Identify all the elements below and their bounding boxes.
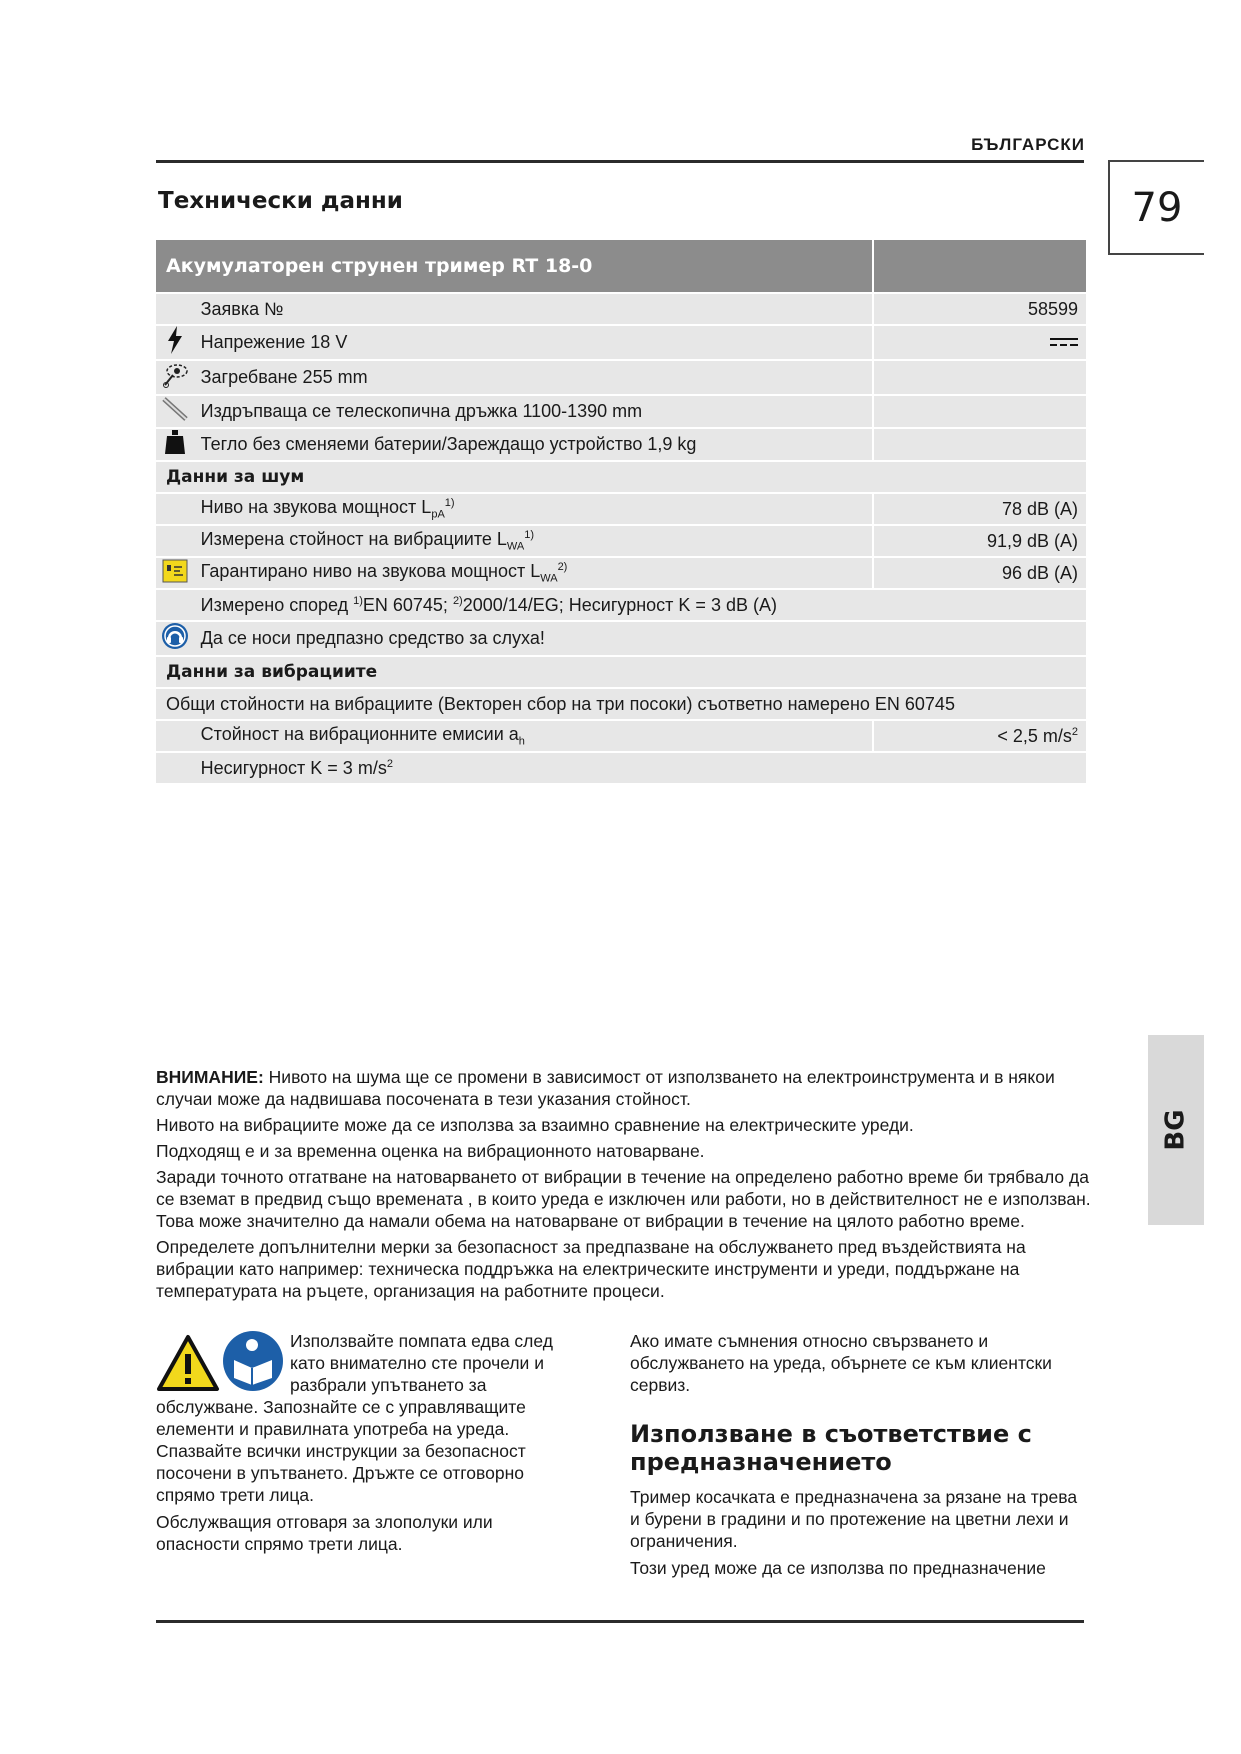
table-row (156, 622, 1086, 655)
hearing-protection-note: Да се носи предпазно средство за слуха! (195, 622, 1086, 655)
right-paragraph: Тример косачката е предназначена за рязане на трева и бурени в градини и по протежение на цветни лехи и ограничения. (630, 1487, 1078, 1551)
order-number-value: 58599 (874, 294, 1086, 324)
sound-power-value: 78 dB (A) (874, 494, 1086, 524)
guaranteed-noise-icon (162, 559, 188, 583)
notice-lead: ВНИМАНИЕ: (156, 1067, 264, 1087)
notice-paragraph: Подходящ е и за временна оценка на вибрационното натоварване. (156, 1141, 705, 1161)
measured-vibration-value: 91,9 dB (A) (874, 526, 1086, 556)
language-header: БЪЛГАРСКИ (971, 135, 1085, 154)
footer-rule (156, 1620, 1084, 1623)
table-row (156, 558, 1086, 588)
right-paragraph: Този уред може да се използва по предназначение (630, 1558, 1046, 1578)
weight-label: Тегло без сменяеми батерии/Зареждащо устройство 1,9 kg (195, 429, 875, 460)
right-column (630, 1330, 1080, 1584)
telescopic-handle-label: Издръпваща се телескопична дръжка 1100-1390 mm (195, 396, 875, 427)
intended-use-title: Използване в съответствие с предназначението (630, 1420, 1032, 1476)
section-title: Технически данни (158, 188, 403, 214)
uncertainty-label: Несигурност K = 3 $m/s^2$ (195, 753, 1086, 783)
right-paragraph: Ако имате съмнения относно свързването и обслужването на уреда, обърнете се към клиентски сервиз. (630, 1331, 1052, 1395)
table-row (156, 396, 1086, 427)
measured-standard: Измерено според $^{1)}$EN 60745; $^{2)}$2000/14/EG; Несигурност K = 3 dB (A) (195, 590, 1086, 620)
notice-block (156, 1066, 1096, 1306)
table-row (156, 494, 1086, 524)
table-row (156, 657, 1086, 687)
weight-icon (164, 429, 186, 455)
order-number-label: Заявка № (195, 294, 875, 324)
language-side-tab: BG (1148, 1035, 1204, 1225)
measured-vibration-label: Измерена стойност на вибрациите $L_{WA}^{1)}$ (195, 526, 875, 556)
table-row (156, 326, 1086, 359)
notice-paragraph: Нивото на вибрациите може да се използва за взаимно сравнение на електрическите уреди. (156, 1115, 914, 1135)
table-row (156, 689, 1086, 719)
cutting-width-icon (161, 361, 189, 389)
guaranteed-sound-label: Гарантирано ниво на звукова мощност $L_{WA}^{2)}$ (195, 558, 875, 588)
vibration-total-note: Общи стойности на вибрациите (Векторен сбор на три посоки) съответно намерено EN 60745 (156, 689, 1086, 719)
spec-table (156, 238, 1086, 785)
noise-data-heading: Данни за шум (156, 462, 1086, 492)
table-row (156, 361, 1086, 394)
table-header-empty (874, 240, 1086, 292)
notice-paragraph: ВНИМАНИЕ: Нивото на шума ще се промени в зависимост от използването на електроинструмента и в някои случаи може да надвишава посочената в тези указания стойност. (156, 1067, 1055, 1109)
table-row (156, 721, 1086, 751)
table-row (156, 429, 1086, 460)
header-rule (156, 160, 1084, 163)
left-column (156, 1330, 566, 1560)
table-title: Акумулаторен струнен тример RT 18-0 (156, 240, 874, 292)
cutting-width-label: Загребване 255 mm (195, 361, 875, 394)
telescopic-handle-icon (161, 396, 189, 422)
table-row (156, 753, 1086, 783)
page-number: 79 (1108, 160, 1204, 255)
vibration-data-heading: Данни за вибрациите (156, 657, 1086, 687)
left-paragraph: Използвайте помпата едва след като внимателно сте прочели и разбрали упътването за обслужване. Запознайте се с управляващите елементи и правилната употреба на уреда. Спазвайте всички инструкции за безопасност посочени в упътването. Дръжте се отговорно спрямо трети лица. (156, 1331, 553, 1505)
notice-paragraph: Определете допълнителни мерки за безопасност за предпазване на обслужването пред въздействията на вибрации като например: техническа поддръжка на електрическите инструменти и уреди, поддържане на температурата на ръцете, организация на работните процеси. (156, 1237, 1026, 1301)
vibration-emission-label: Стойност на вибрационните емисии $a_h$ (195, 721, 875, 751)
warning-icon (156, 1334, 220, 1392)
table-header-row (156, 240, 1086, 292)
voltage-label: Напрежение 18 V (195, 326, 875, 359)
hearing-protection-icon (161, 622, 189, 650)
sound-power-label: Ниво на звукова мощност $L_{pA}^{1)}$ (195, 494, 875, 524)
dc-symbol-icon (1050, 336, 1078, 348)
notice-paragraph: Заради точното отгатване на натоварването от вибрации в течение на определено работно време би трябвало да се вземат в предвид също времената , в които уреда е изключен или работи, но в действителност не е използван. Това може значително да намали обема на натоварване от вибрации в течение на цялото работно време. (156, 1167, 1091, 1231)
table-row (156, 590, 1086, 620)
guaranteed-sound-value: 96 dB (A) (874, 558, 1086, 588)
read-manual-icon (222, 1330, 284, 1392)
left-paragraph: Обслужващия отговаря за злополуки или опасности спрямо трети лица. (156, 1512, 493, 1554)
table-row (156, 462, 1086, 492)
table-row (156, 526, 1086, 556)
lightning-icon (165, 326, 185, 354)
table-row (156, 294, 1086, 324)
vibration-emission-value: < 2,5 $m/s^2$ (874, 721, 1086, 751)
